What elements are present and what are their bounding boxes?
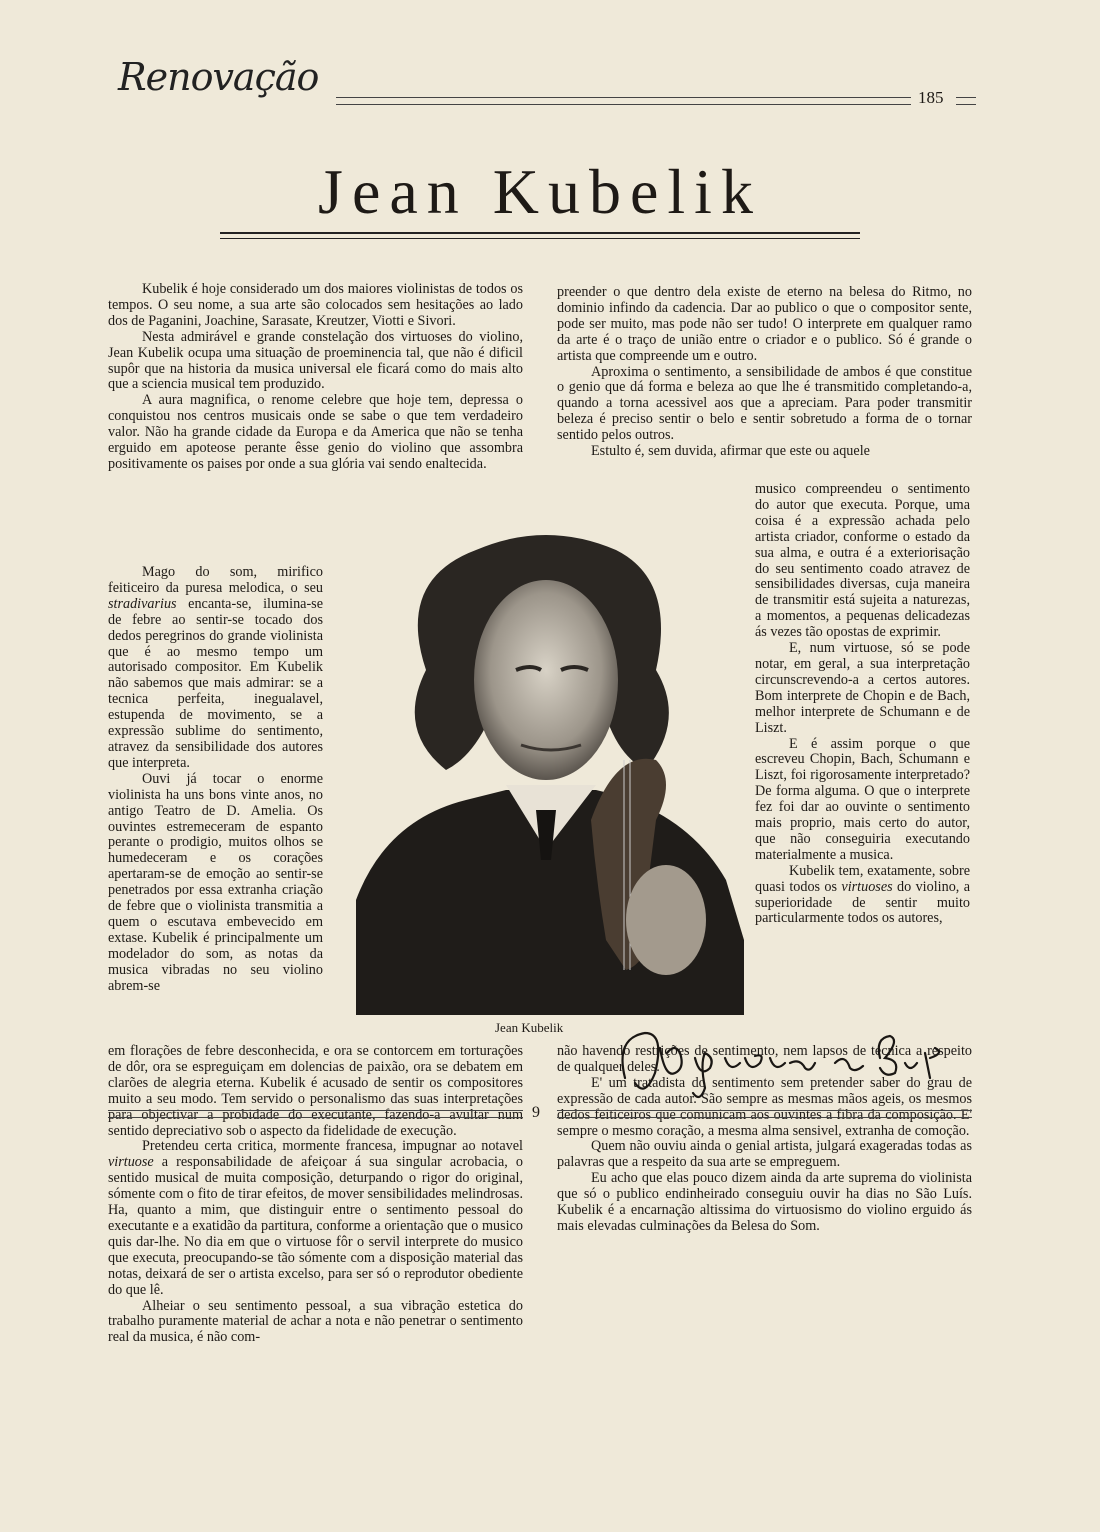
paragraph: Alheiar o seu sentimento pessoal, a sua vibração estetica do trabalho puramente material de achar a nota e não penetrar o sentimento real da musica, é não com- — [108, 1297, 523, 1346]
text-span: encanta-se, ilumina-se de febre ao sentir-se tocado dos dedos peregrinos do grande violinista que é ao mesmo tempo um autorisado compositor. Em Kubelik não sabemos que mais admirar: se a tecnica perfeita, inegualavel, estupenda de movimento, se a expressão sublime do sentimento, atravez da sensibilidade dos autores que interpreta. — [108, 595, 323, 771]
text-span: Kubelik tem, exatamente, sobre quasi todos os — [755, 862, 970, 895]
text-span: Mago do som, mirifico feiticeiro da puresa melodica, o seu — [108, 564, 323, 596]
paragraph: preender o que dentro dela existe de eterno na belesa do Ritmo, no dominio infindo da cadencia. Dar ao publico o que o compositor sente, pode ser muito, mas pode não ser tudo! O interprete em qualquer ramo da arte é o traço de união entre o criador e o publico. Só é grande o artista que compreende um e outro. — [557, 284, 972, 364]
paragraph: Kubelik é hoje considerado um dos maiores violinistas de todos os tempos. O seu nome, a sua arte são colocados sem hesitações ao lado dos de Paganini, Joachine, Sarasate, Kreutzer, Viotti e Sivori. — [108, 281, 523, 329]
paragraph: E' um tratadista do sentimento sem pretender saber do grau de expressão de cada autor. São sempre as mesmas mãos ageis, os mesmos dedos feiticeiros que comunicam aos ouvintes a fibra da composição. E' sempre o mesmo coração, a mesma alma sensivel, extranha de comoção. — [557, 1074, 972, 1139]
footer-rule-right — [557, 1110, 972, 1118]
paragraph: Estulto é, sem duvida, afirmar que este ou aquele — [591, 443, 870, 460]
masthead — [108, 55, 978, 115]
paragraph — [755, 864, 970, 928]
page-number: 185 — [918, 88, 944, 107]
paragraph: E é assim porque o que escreveu Chopin, Bach, Schumann e Liszt, foi rigorosamente interpretado? De forma alguma. O que o interprete fez foi dar ao ouvinte o sentimento mais proprio, mais certo do autor, que não conseguiria executando materialmente a musica. — [755, 735, 970, 863]
photo-caption: Jean Kubelik — [495, 1020, 564, 1035]
left-column-bottom — [108, 1044, 523, 1346]
publication-logo: Renovação — [118, 55, 319, 99]
paragraph: Ouvi já tocar o enorme violinista ha uns bons vinte anos, no antigo Teatro de D. Amelia. Os ouvintes estremeceram de espanto perante o prodigio, muitos olhos se humedeceram e os corações apertaram-se de emoção ao sentir-se penetrados por essa extranha criação de febre que o violinista transmitia a quem o escutava embevecido em extase. Kubelik é principalmente um modelador do som, as notas da musica vibradas no seu violino abrem-se — [108, 770, 323, 994]
right-column-narrow — [755, 482, 970, 927]
text-span: do violino, a superioridade de sentir muito particularmente todos os autores, — [755, 878, 970, 927]
italic-term: stradivarius — [108, 595, 177, 612]
text-span: a responsabilidade de afeiçoar á sua singular acrobacia, o sentido musical de muita composição, deturpando o rigor do original, sómente com o fito de tirar efeitos, de mover sensibilidades melindrosas. Ha, quanto a mim, que distinguir entre o sentimento pessoal do executante e a exatidão da partitura, conforme a orientação que o musico quis dar-lhe. No dia em que o virtuose fôr o servil interprete do musico que executa, preocupando-se tão sómente com a disposição material das notas, deixará de ser o artista excelso, para ser só o reprodutor obediente do que lê. — [108, 1154, 523, 1298]
footer-rule-left — [108, 1110, 523, 1118]
paragraph: E, num virtuose, só se pode notar, em geral, a sua interpretação circunscrevendo-a a certos autores. Bom interprete de Chopin e de Bach, melhor interprete de Schumann e de Liszt. — [755, 640, 970, 736]
paragraph — [108, 1139, 523, 1298]
article-title: Jean Kubelik — [318, 156, 762, 227]
paragraph — [108, 565, 323, 772]
paragraph: musico compreendeu o sentimento do autor que executa. Porque, uma coisa é a expressão achada pelo artista criador, conforme o estado da sua alma, e outra é a exteriorisação do seu sentimento coado atravez de sensibilidades diversas, cuja maneira de transmitir está sujeita a naturezas, a momentos, a pequenas delicadezas ás vezes tão opostas de exprimir. — [755, 481, 970, 641]
portrait-photo — [356, 520, 744, 1015]
paragraph: Eu acho que elas pouco dizem ainda da arte suprema do violinista que só o publico endinheirado conseguiu ouvir ha dias no São Luís. Kubelik é a encarnação altissima do virtuosismo do violino erguido ás mais elevadas culminações da Belesa do Som. — [557, 1170, 972, 1234]
left-column-narrow — [108, 565, 323, 994]
folio-number: 9 — [532, 1104, 540, 1121]
text-span: Pretendeu certa critica, mormente francesa, impugnar ao notavel — [142, 1138, 523, 1155]
masthead-rule-end — [956, 97, 976, 105]
author-signature — [605, 1018, 945, 1108]
paragraph: A aura magnifica, o renome celebre que hoje tem, depressa o conquistou nos centros musicais onde se sabe o que tem verdadeiro valor. Não ha grande cidade da Europa e da America que não se tenha erguido em apoteose perante êsse genio do violino que assombra positivamente os paises por onde a sua glória vai sendo enaltecida. — [108, 392, 523, 472]
left-column-top — [108, 282, 523, 473]
title-rule — [220, 232, 860, 239]
paragraph: não havendo restrições de sentimento, nem lapsos de tecnica a respeito de qualquer deles. — [557, 1043, 972, 1075]
paragraph: em florações de febre desconhecida, e ora se contorcem em torturações de dôr, ora se espreguiçam em dolencias de paixão, ora se debatem em clarões de alegria eterna. Kubelik é acusado de sentir os compositores muito a seu modo. Tem servido o personalismo das suas interpretações para objectivar a probidade do executante, fazendo-a avultar num sentido depreciativo sob o aspecto da fidelidade de execução. — [108, 1043, 523, 1139]
right-column-top — [557, 285, 972, 460]
paragraph: Nesta admirável e grande constelação dos virtuoses do violino, Jean Kubelik ocupa uma situação de proeminencia tal, que não é dificil supôr que na historia da musica universal ele ficará como do mais alto que a sciencia musical tem produzido. — [108, 328, 523, 393]
masthead-rule — [336, 97, 911, 105]
italic-term: virtuoses — [841, 878, 893, 895]
paragraph: Aproxima o sentimento, a sensibilidade de ambos é que constitue o genio que dá forma e beleza ao que lhe é transmitido completando-a, quando a torna acessivel aos que a apreciam. Para poder transmitir beleza é preciso sentir o belo e sentir sobretudo a forma de o tornar sentido pelos outros. — [557, 363, 972, 444]
italic-term: virtuose — [108, 1154, 154, 1171]
paragraph: Quem não ouviu ainda o genial artista, julgará exageradas todas as palavras que a respeito da sua arte se empreguem. — [557, 1138, 972, 1171]
